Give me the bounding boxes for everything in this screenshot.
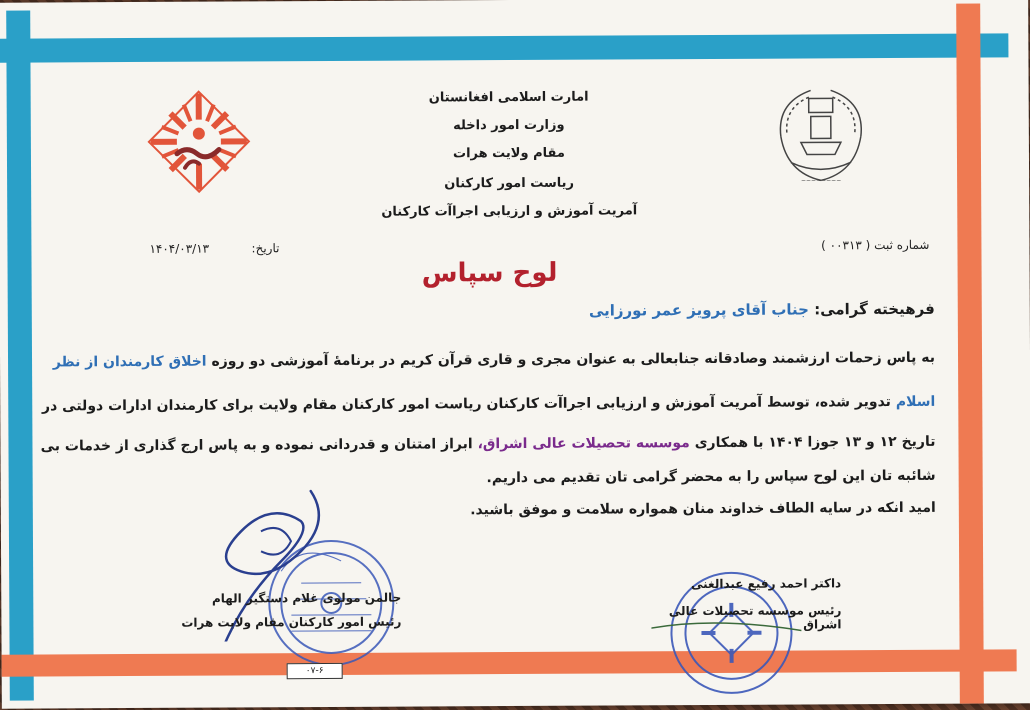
svg-text:~~~~~~~~: ~~~~~~~~ (800, 177, 842, 185)
greeting-label: فرهیخته گرامی: (814, 299, 935, 319)
left-signatory-role: رئیس امور کارکنان مقام ولایت هرات (181, 614, 402, 630)
date-value: ۱۴۰۴/۰۳/۱۳ (149, 241, 210, 256)
blue-band-left (6, 11, 34, 701)
recipient-name: جناب آقای پرویز عمر نورزایی (588, 300, 809, 320)
header-line-directorate: ریاست امور کارکنان (444, 175, 575, 192)
greeting (420, 300, 935, 321)
certificate-title: لوح سپاس (421, 257, 558, 289)
orange-band-bottom (2, 649, 1017, 676)
registration-number: شماره ثبت ( ۰۰۳۱۳ ) (821, 237, 930, 253)
body-line-2-highlight: اسلام (895, 393, 936, 411)
right-signatory-role: رئیس موسسه تحصیلات عالی اشراق (668, 603, 842, 632)
body-line-2 (41, 393, 936, 415)
date-label: تاریخ: (251, 241, 280, 256)
body-line-5: امید انکه در سایه الطاف خداوند منان همواره سلامت و موفق باشید. (470, 499, 936, 519)
left-signatory-name: جالمن مولوی غلام دستگیر الهام (211, 590, 402, 606)
body-line-1-highlight: اخلاق کارمندان از نظر (52, 353, 207, 371)
body-line-4: شائبه تان این لوح سپاس را به محضر گرامی تان تقدیم می داریم. (486, 467, 936, 487)
body-line-2-text: تدویر شده، توسط آمریت آموزش و ارزیابی اجراآت کارکنان ریاست امور کارکنان مقام ولایت برای کارمندان ادارات دولتی در (41, 394, 891, 415)
body-line-3 (40, 433, 936, 455)
right-signatory-name: داکتر احمد رفیع عبدالغنی (690, 576, 842, 592)
header-line-ministry: وزارت امور داخله (453, 117, 565, 134)
eshraq-logo-icon (139, 81, 260, 202)
body-line-1-text: به پاس زحمات ارزشمند وصادقانه جنابعالی به عنوان مجری و قاری قرآن کریم در برنامهٔ آموزشی دو روزه (211, 349, 936, 370)
orange-band-right (956, 4, 984, 704)
header-line-department: آمریت آموزش و ارزیابی اجراآت کارکنان (381, 203, 638, 220)
header-line-emirate: امارت اسلامی افغانستان (428, 89, 589, 106)
blue-band-top (0, 33, 1008, 62)
body-line-3-text-a: تاریخ ۱۲ و ۱۳ جوزا ۱۴۰۴ با همکاری (694, 433, 936, 452)
header-line-province: مقام ولایت هرات (452, 145, 565, 162)
emblem-icon (761, 76, 882, 197)
body-line-3-text-b: ابراز امتنان و قدردانی نموده و به پاس ارج گذاری از خدمات بی (40, 436, 473, 455)
body-line-3-highlight: موسسه تحصیلات عالی اشراق، (477, 435, 690, 453)
body-line-1 (52, 349, 936, 371)
stamp-number: ۰۷-۶ (287, 663, 343, 679)
